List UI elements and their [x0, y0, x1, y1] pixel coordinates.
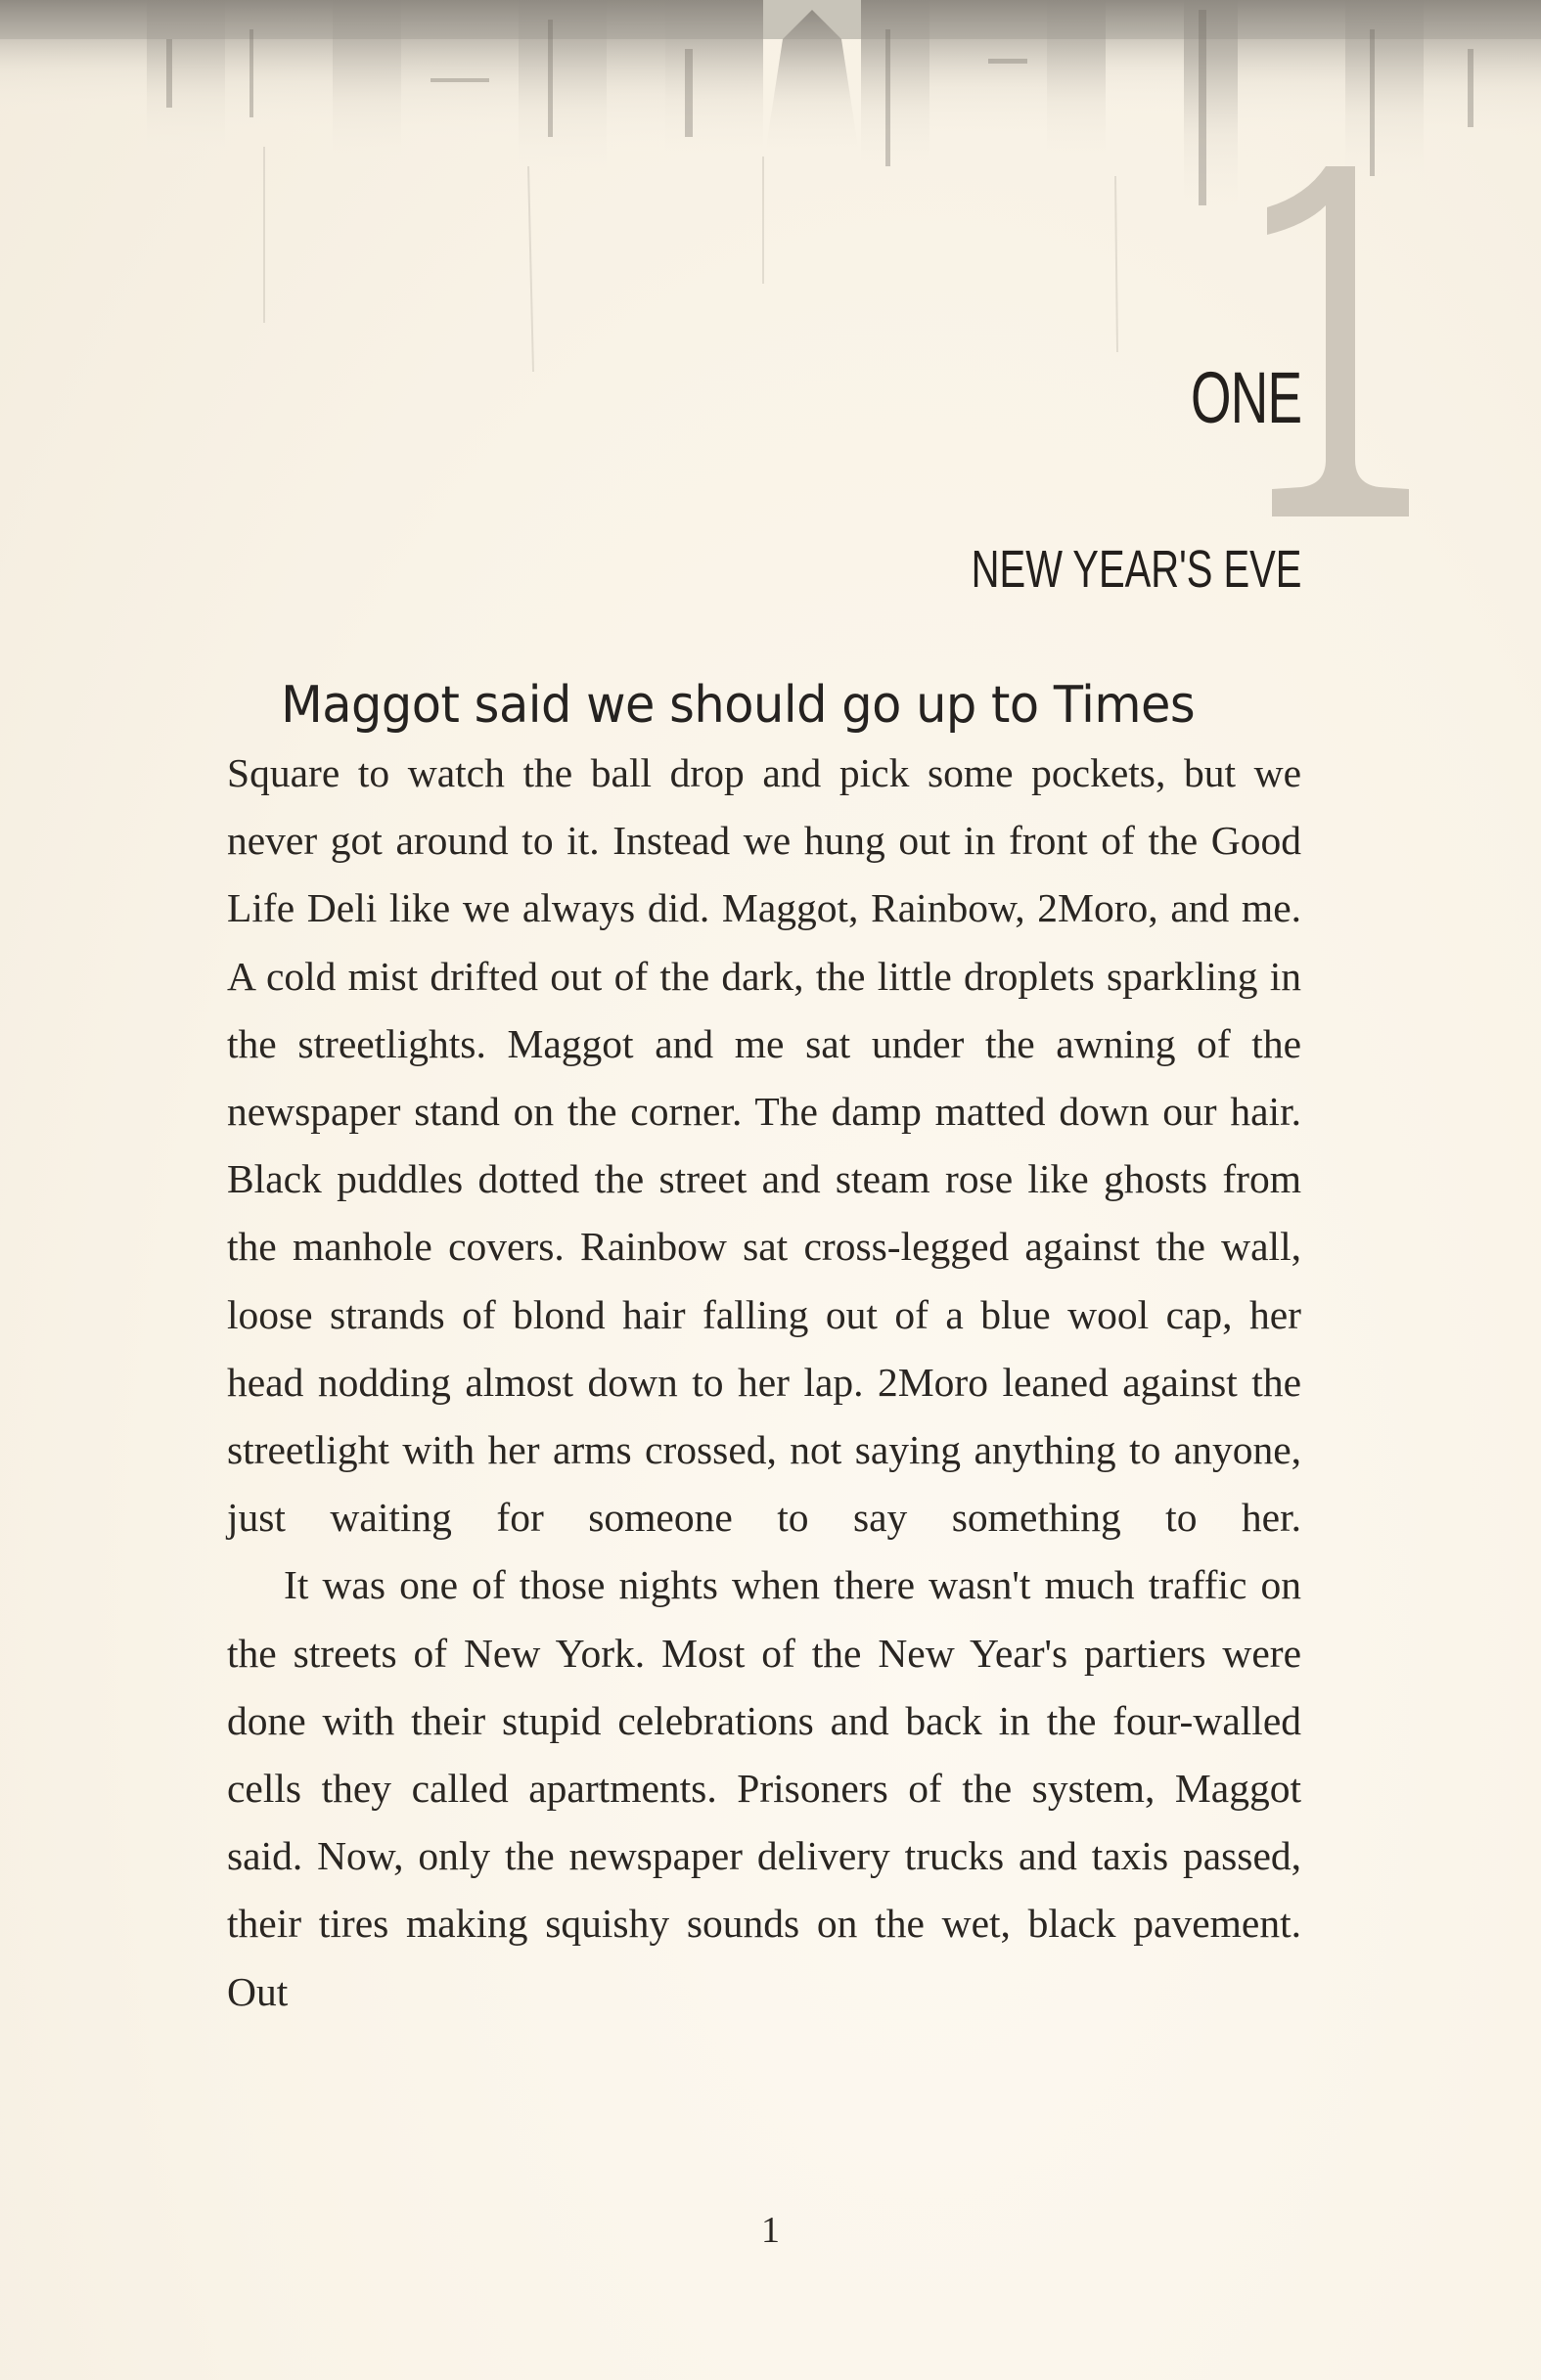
page-number: 1 [761, 2210, 780, 2251]
paragraph-2: It was one of those nights when there wasn't much traffic on the streets of New York. Most of the New Year's partiers were done with their stupid celebrations and back in the four-walled cells they called apartments. Prisoners of the system, Maggot said. Now, only the newspaper delivery trucks and taxis passed, their tires making squishy sounds on the wet, black pavement. Out [227, 1562, 1301, 2014]
chapter-body [227, 671, 1301, 2026]
lead-line: Maggot said we should go up to Times [281, 676, 1196, 735]
chapter-title: NEW YEAR'S EVE [971, 540, 1301, 599]
paragraph-1: Square to watch the ball drop and pick some pockets, but we never got around to it. Instead we hung out in front of the Good Life Deli like we always did. Maggot, Rainbow, 2Moro, and me. A cold mist drifted out of the dark, the little droplets sparkling in the streetlights. Maggot and me sat under the awning of the newspaper stand on the corner. The damp matted down our hair. Black puddles dotted the street and steam rose like ghosts from the manhole covers. Rainbow sat cross-legged against the wall, loose strands of blond hair falling out of a blue wool cap, her head nodding almost down to her lap. 2Moro leaned against the streetlight with her arms crossed, not saying anything to anyone, just waiting for someone to say something to her. [227, 750, 1301, 1541]
chapter-numeral-graphic [1208, 147, 1443, 518]
chapter-label: ONE [1190, 357, 1301, 438]
